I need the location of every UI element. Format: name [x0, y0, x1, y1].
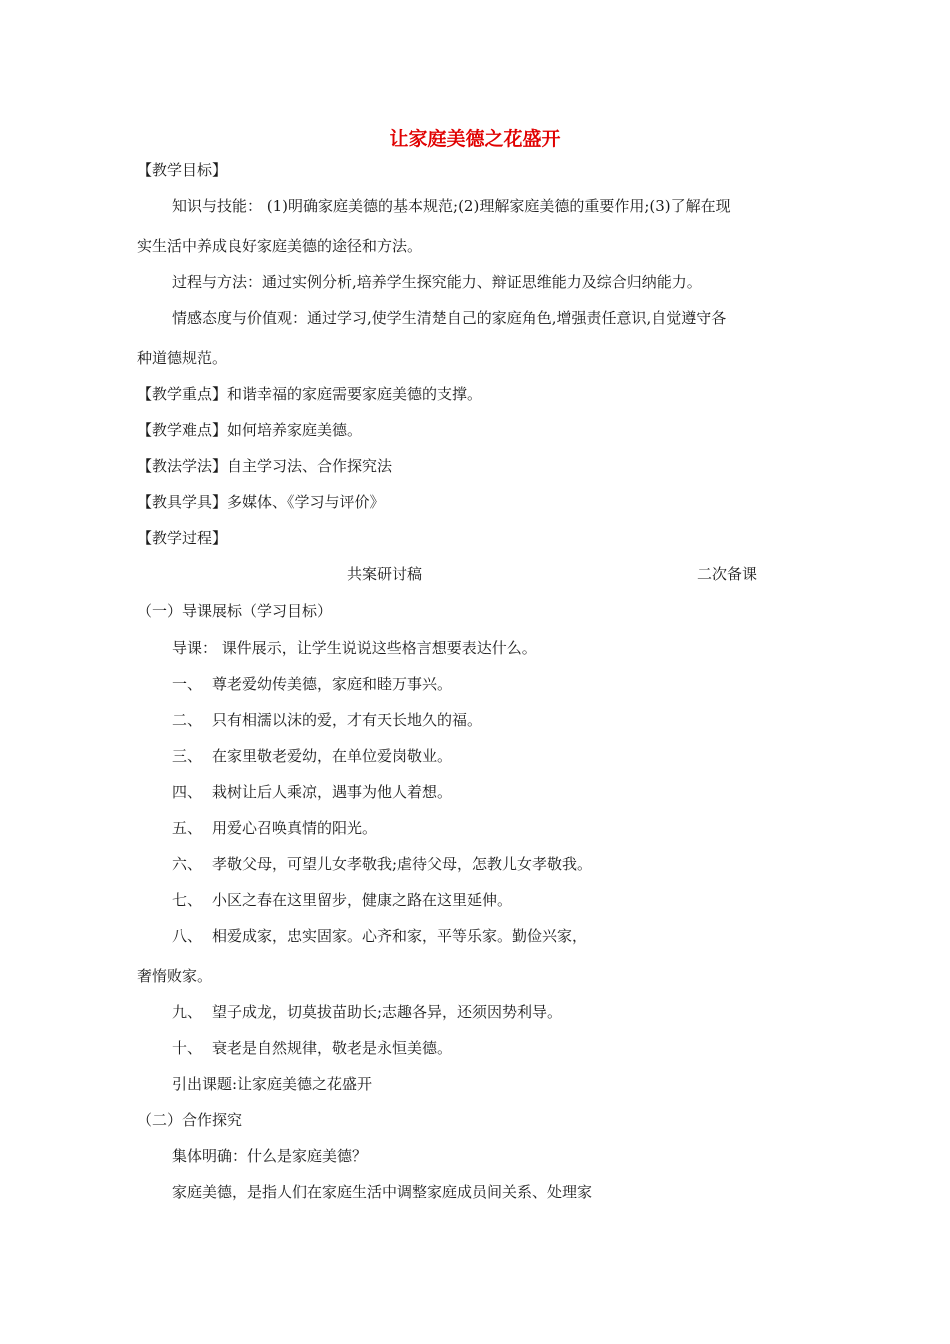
- section-2-heading: （二）合作探究: [137, 1111, 243, 1129]
- list-item-number: 二、: [172, 711, 203, 729]
- objectives-heading: 【教学目标】: [137, 161, 228, 179]
- emotion-values: 情感态度与价值观：通过学习,使学生清楚自己的家庭角色,增强责任意识,自觉遵守各: [172, 309, 727, 327]
- collective-question: 集体明确：什么是家庭美德？: [172, 1147, 368, 1165]
- list-item: [172, 710, 482, 730]
- process-method: 过程与方法：通过实例分析,培养学生探究能力、辩证思维能力及综合归纳能力。: [172, 273, 702, 291]
- list-item-text: 尊老爱幼传美德，家庭和睦万事兴。: [212, 675, 453, 693]
- document-title: 让家庭美德之花盛开: [389, 128, 561, 150]
- list-item-text: 栽树让后人乘凉，遇事为他人着想。: [212, 783, 453, 801]
- list-item-number: 三、: [172, 747, 203, 765]
- list-item: [172, 926, 587, 946]
- column-header-right: 二次备课: [697, 565, 758, 583]
- list-item-number: 十、: [172, 1039, 203, 1057]
- list-item: [172, 1038, 452, 1058]
- list-item: [172, 746, 452, 766]
- list-item: [172, 782, 452, 802]
- list-item-number: 九、: [172, 1003, 203, 1021]
- list-item: [172, 890, 512, 910]
- process-heading: 【教学过程】: [137, 529, 228, 547]
- definition-text: 家庭美德，是指人们在家庭生活中调整家庭成员间关系、处理家: [172, 1183, 593, 1201]
- difficulty: 【教学难点】如何培养家庭美德。: [137, 421, 363, 439]
- key-point: 【教学重点】和谐幸福的家庭需要家庭美德的支撑。: [137, 385, 483, 403]
- lead-topic: 引出课题:让家庭美德之花盛开: [172, 1075, 373, 1093]
- list-item-number: 七、: [172, 891, 203, 909]
- list-item-text: 只有相濡以沫的爱，才有天长地久的福。: [212, 711, 483, 729]
- teaching-methods: 【教法学法】自主学习法、合作探究法: [137, 457, 393, 475]
- knowledge-skills: 知识与技能： (1)明确家庭美德的基本规范;(2)理解家庭美德的重要作用;(3)了解在现: [172, 197, 731, 215]
- list-item-text: 衰老是自然规律，敬老是永恒美德。: [212, 1039, 453, 1057]
- emotion-values-cont: 种道德规范。: [137, 349, 228, 367]
- list-item-text: 小区之春在这里留步，健康之路在这里延伸。: [212, 891, 513, 909]
- list-item-number: 六、: [172, 855, 203, 873]
- teaching-tools: 【教具学具】多媒体、《学习与评价》: [137, 493, 385, 511]
- list-item: [172, 818, 377, 838]
- list-item-number: 五、: [172, 819, 203, 837]
- list-item: [172, 854, 592, 874]
- list-item-text: 用爱心召唤真情的阳光。: [212, 819, 378, 837]
- knowledge-skills-cont: 实生活中养成良好家庭美德的途径和方法。: [137, 237, 423, 255]
- list-item-text: 在家里敬老爱幼，在单位爱岗敬业。: [212, 747, 453, 765]
- section-1-heading: （一）导课展标（学习目标）: [137, 602, 333, 620]
- intro-text: 导课： 课件展示，让学生说说这些格言想要表达什么。: [172, 639, 537, 657]
- list-item-text: 孝敬父母，可望儿女孝敬我;虐待父母，怎教儿女孝敬我。: [212, 855, 593, 873]
- list-item-cont: 奢惰败家。: [137, 967, 213, 985]
- list-item-number: 一、: [172, 675, 203, 693]
- list-item-number: 八、: [172, 927, 203, 945]
- list-item: [172, 674, 452, 694]
- list-item-text: 相爱成家，忠实固家。心齐和家，平等乐家。勤俭兴家，: [212, 927, 588, 945]
- list-item-number: 四、: [172, 783, 203, 801]
- list-item: [172, 1002, 562, 1022]
- column-header-left: 共案研讨稿: [347, 565, 423, 583]
- list-item-text: 望子成龙，切莫拔苗助长;志趣各异，还须因势利导。: [212, 1003, 563, 1021]
